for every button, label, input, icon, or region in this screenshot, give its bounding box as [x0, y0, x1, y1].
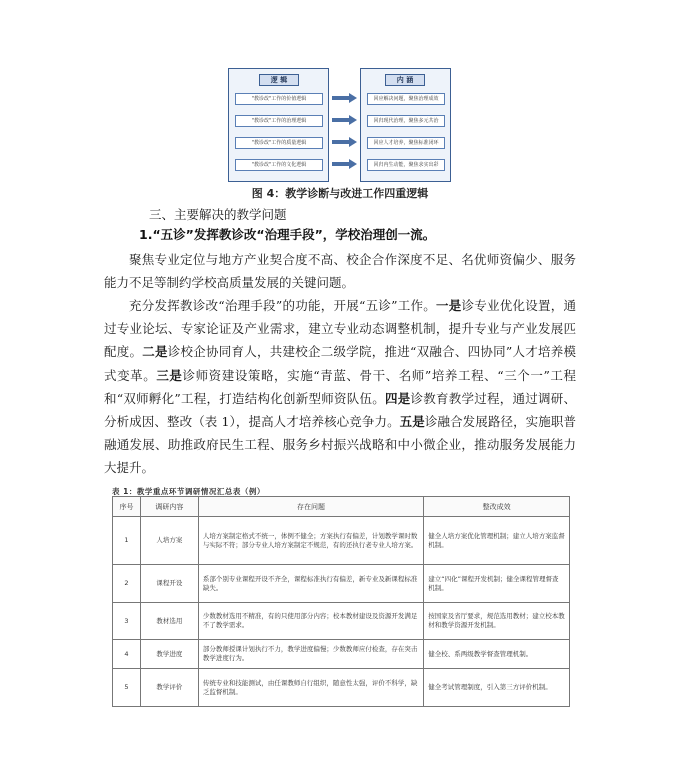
table-row	[113, 640, 570, 669]
text-span: 诊师资建设策略，实施“青蓝、骨干、名师”培养工程、“三个一”工程和“双师孵化”工程，打造结构化创新型师资队伍。	[104, 367, 576, 406]
logic-diagram	[228, 68, 450, 182]
figure-caption: 图 4：教学诊断与改进工作四重逻辑	[251, 187, 429, 200]
text-span: 诊教育教学过程，通过调研、分析成因、整改（表 1），提高人才培养核心竞争力。	[104, 390, 576, 430]
right-arrow-icon	[331, 115, 358, 125]
logic-item: "教诊改"工作的价值逻辑	[235, 93, 323, 105]
text-span: 诊校企协同育人，共建校企二级学院，推进“双融合、四协同”人才培养模式变革。	[104, 344, 576, 383]
row-number: 2	[113, 565, 141, 603]
right-arrow-icon	[331, 159, 358, 169]
result-cell: 按国家及省厅要求，规范选用教材；建立校本教材和教学资源开发机制。	[424, 603, 570, 640]
logic-item: "教诊改"工作的文化逻辑	[235, 159, 323, 171]
survey-item: 教学评价	[140, 669, 198, 707]
emphasis-1: 一是	[436, 298, 462, 313]
logic-item: "教诊改"工作的治理逻辑	[235, 115, 323, 127]
issue-cell: 系部个别专业课程开设不齐全，课程标准执行有偏差，新专业及新课程标准缺失。	[198, 565, 423, 603]
table-row	[113, 603, 570, 640]
text-span: 诊融合发展路径，实施职普融通发展、助推政府民生工程、服务乡村振兴战略和中小微企业，推动服务发展能力大提升。	[104, 414, 576, 476]
survey-item: 人培方案	[140, 517, 198, 565]
content-item: 回归现代治理，聚焦多元共治	[367, 115, 445, 127]
paragraph-problems: 聚焦专业定位与地方产业契合度不高、校企合作深度不足、名优师资偏少、服务能力不足等制约学校高质量发展的关键问题。	[104, 252, 576, 291]
result-cell: 健全考试管理制度，引入第三方评价机制。	[424, 669, 570, 707]
issue-cell: 传统专业和技能测试，由任课教师自行组织，随意性太强，评价不科学，缺乏监督机制。	[198, 669, 423, 707]
issue-cell: 部分教师授课计划执行不力，教学进度偏慢；少数教师应付检查，存在突击教学进度行为。	[198, 640, 423, 669]
section-title: 三、主要解决的教学问题	[149, 207, 287, 222]
logic-item: "教诊改"工作的质量逻辑	[235, 137, 323, 149]
column-header: 调研内容	[140, 497, 198, 517]
result-cell: 健全人培方案优化管理机制；建立人培方案监督机制。	[424, 517, 570, 565]
content-item: 回归内生动能，聚焦求实出彩	[367, 159, 445, 171]
table-title: 表 1：教学重点环节调研情况汇总表（例）	[112, 487, 265, 496]
emphasis-2: 二是	[142, 344, 168, 360]
row-number: 4	[113, 640, 141, 669]
survey-table	[112, 496, 570, 707]
survey-item: 课程开设	[140, 565, 198, 603]
survey-item: 教学进度	[140, 640, 198, 669]
table-header-row	[113, 497, 570, 517]
emphasis-3: 三是	[156, 367, 183, 383]
result-cell: 建立“四化”课程开发机制；健全课程管理督查机制。	[424, 565, 570, 603]
logic-column	[228, 68, 329, 182]
logic-header: 逻 辑	[259, 74, 299, 86]
emphasis-5: 五是	[399, 414, 425, 430]
table-row	[113, 517, 570, 565]
result-cell: 健全校、系两级教学督查管理机制。	[424, 640, 570, 669]
issue-cell: 人培方案制定格式不统一，体例不健全；方案执行有偏差，计划教学课时数与实际不符；部分专业人培方案制定不规范，有的还执行老专业人培方案。	[198, 517, 423, 565]
subsection-title: 1.“五诊”发挥教诊改“治理手段”，学校治理创一流。	[139, 227, 436, 242]
right-arrow-icon	[331, 137, 358, 147]
survey-item: 教材选用	[140, 603, 198, 640]
column-header: 整改成效	[424, 497, 570, 517]
content-item: 回应解决问题，聚焦治理成效	[367, 93, 445, 105]
row-number: 1	[113, 517, 141, 565]
row-number: 3	[113, 603, 141, 640]
row-number: 5	[113, 669, 141, 707]
content-column	[360, 68, 451, 182]
text-span: 充分发挥教诊改“治理手段”的功能，开展“五诊”工作。	[129, 298, 436, 313]
column-header: 序号	[113, 497, 141, 517]
column-header: 存在问题	[198, 497, 423, 517]
paragraph-five-diagnoses	[104, 294, 576, 480]
table-row	[113, 669, 570, 707]
emphasis-4: 四是	[384, 390, 411, 406]
content-item: 回应人才培养，聚焦标准闭环	[367, 137, 445, 149]
content-header: 内 涵	[385, 74, 425, 86]
table-row	[113, 565, 570, 603]
issue-cell: 少数教材选用不精准，有的只使用部分内容；校本教材建设及资源开发满足不了教学需求。	[198, 603, 423, 640]
text-span: 诊专业优化设置，通过专业论坛、专家论证及产业需求，建立专业动态调整机制，提升专业与产业发展匹配度。	[104, 298, 576, 360]
right-arrow-icon	[331, 93, 358, 103]
